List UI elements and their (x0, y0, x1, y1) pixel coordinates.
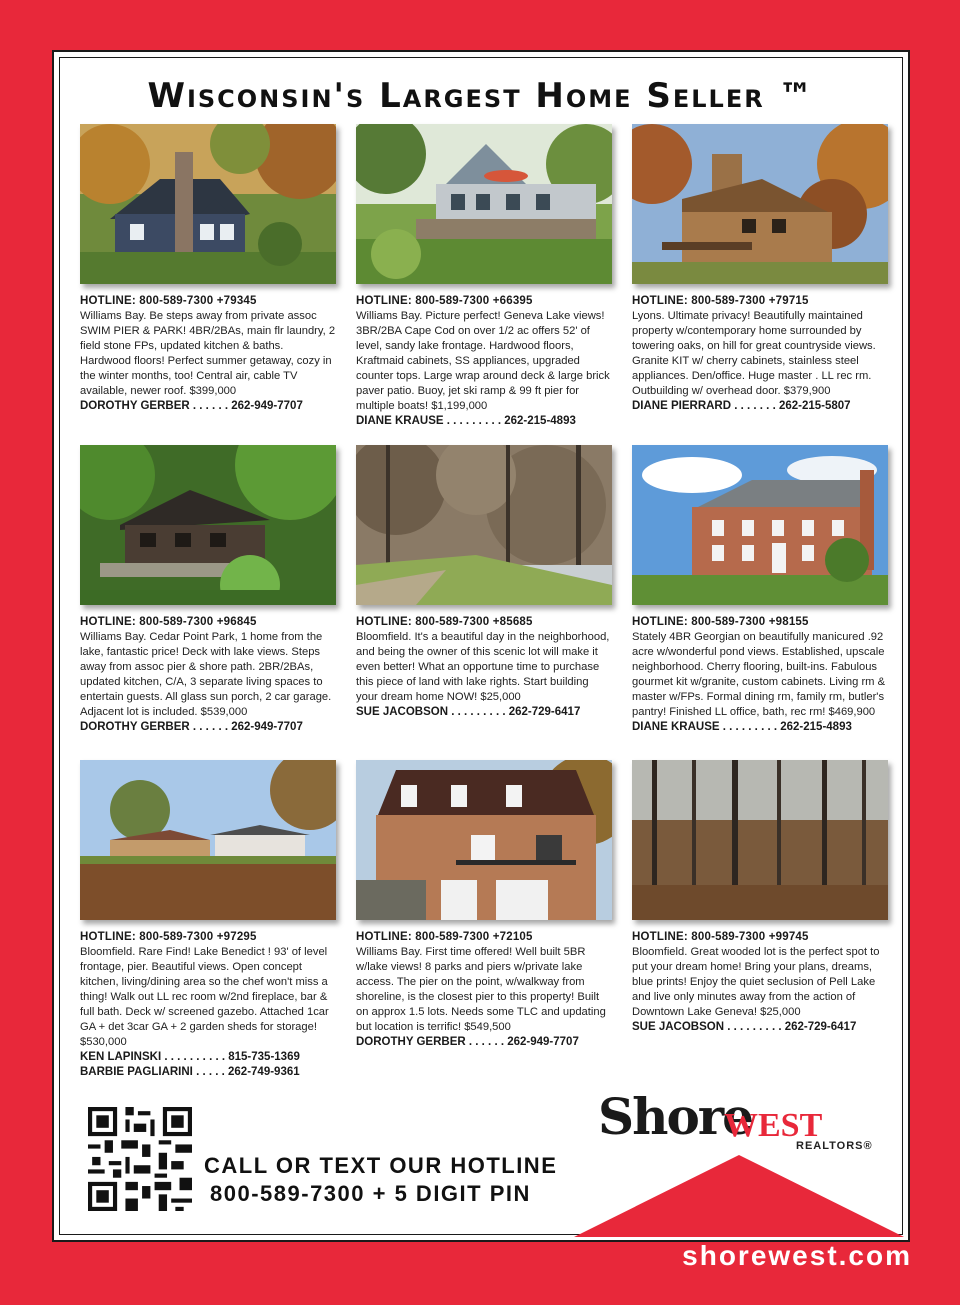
website-link[interactable]: shorewest.com (682, 1240, 912, 1271)
listing-description: Williams Bay. Be steps away from private assoc SWIM PIER & PARK! 4BR/2BAs, main flr laundry, 2 field stone FPs, updated kitchen & baths. Hardwood floors! Perfect summer getaway, cozy in the winter months, too! Central air, cable TV available, newer roof. $399,000 (80, 310, 336, 397)
house-photo-7 (80, 760, 336, 920)
house-photo-8 (356, 760, 612, 920)
listing-agent: DIANE KRAUSE . . . . . . . . . 262-215-4893 (632, 721, 852, 733)
listing-4[interactable] (80, 445, 336, 735)
listing-agent: DOROTHY GERBER . . . . . . 262-949-7707 (80, 400, 303, 412)
hotline-call-to-action (204, 1152, 557, 1208)
qr-code-icon[interactable] (88, 1107, 192, 1211)
listing-hotline: HOTLINE: 800-589-7300 +97295 (80, 931, 257, 943)
listing-2[interactable] (356, 124, 612, 429)
listing-agent: DOROTHY GERBER . . . . . . 262-949-7707 (356, 1036, 579, 1048)
listing-agent: SUE JACOBSON . . . . . . . . . 262-729-6417 (632, 1021, 857, 1033)
listing-hotline: HOTLINE: 800-589-7300 +98155 (632, 616, 809, 628)
listing-7[interactable] (80, 760, 336, 1080)
land-photo-9 (632, 760, 888, 920)
house-photo-2 (356, 124, 612, 284)
listing-description: Williams Bay. Cedar Point Park, 1 home from the lake, fantastic price! Deck with lake views. Steps away from assoc pier & shore path. 2BR/2BAs, updated kitchen, C/A, 3 separate living spaces to entertain guests. All glass sun porch, 2 car garage. Adjacent lot is included. $539,000 (80, 631, 332, 718)
listing-photo (632, 445, 888, 605)
listing-agent: BARBIE PAGLIARINI . . . . . 262-749-9361 (80, 1066, 300, 1078)
headline: Wisconsin's Largest Home Seller ™ (147, 76, 815, 116)
house-photo-3 (632, 124, 888, 284)
flyer-sheet (52, 50, 910, 1242)
listing-hotline: HOTLINE: 800-589-7300 +96845 (80, 616, 257, 628)
cta-line-2[interactable]: 800-589-7300 + 5 DIGIT PIN (210, 1181, 531, 1206)
listing-photo (632, 760, 888, 920)
shorewest-logo (574, 1087, 904, 1237)
listing-8[interactable] (356, 760, 612, 1050)
listing-photo (80, 124, 336, 284)
listing-photo (356, 124, 612, 284)
logo-shore-text: Shore (598, 1087, 752, 1146)
listing-1[interactable] (80, 124, 336, 414)
house-photo-1 (80, 124, 336, 284)
house-photo-4 (80, 445, 336, 605)
listing-hotline: HOTLINE: 800-589-7300 +79345 (80, 295, 257, 307)
listing-3[interactable] (632, 124, 888, 414)
listing-photo (356, 445, 612, 605)
logo-realtors-text: REALTORS® (796, 1140, 873, 1152)
listing-hotline: HOTLINE: 800-589-7300 +79715 (632, 295, 809, 307)
cta-line-1: CALL OR TEXT OUR HOTLINE (204, 1153, 558, 1178)
listing-6[interactable] (632, 445, 888, 735)
listing-agent: DIANE PIERRARD . . . . . . . 262-215-5807 (632, 400, 851, 412)
listing-description: Bloomfield. Great wooded lot is the perfect spot to put your dream home! Bring your plans, dreams, blue prints! Enjoy the quiet seclusion of Pell Lake and live only minutes away from the action of Downtown Lake Geneva! $25,000 (632, 946, 880, 1018)
listing-photo (80, 760, 336, 920)
listing-agent: KEN LAPINSKI . . . . . . . . . . 815-735-1369 (80, 1051, 300, 1063)
listing-photo (356, 760, 612, 920)
listing-9[interactable] (632, 760, 888, 1035)
house-photo-6 (632, 445, 888, 605)
listing-hotline: HOTLINE: 800-589-7300 +72105 (356, 931, 533, 943)
listing-5[interactable] (356, 445, 612, 720)
listing-agent: DIANE KRAUSE . . . . . . . . . 262-215-4893 (356, 415, 576, 427)
listing-description: Williams Bay. First time offered! Well built 5BR w/lake views! 8 parks and piers w/private lake access. The pier on the point, w/walkway from shoreline, is the closest pier to this property! Built on approx 1.5 lots. Needs some TLC and updating but location is terrific! $549,500 (356, 946, 606, 1033)
land-photo-5 (356, 445, 612, 605)
listing-description: Lyons. Ultimate privacy! Beautifully maintained property w/contemporary home surrounded by towering oaks, on hill for great countryside views. Granite KIT w/ cherry cabinets, stainless steel appliances. Den/office. Huge master . LL rec rm. Outbuilding w/ overhead door. $379,900 (632, 310, 876, 397)
listing-description: Williams Bay. Picture perfect! Geneva Lake views! 3BR/2BA Cape Cod on over 1/2 ac offers 52' of level, sandy lake frontage. Hardwood floors, Kraftmaid cabinets, SS appliances, upgraded counter tops. Large wrap around deck & large brick paver patio. Buoy, jet ski ramp & 99 ft pier for multiple boats! $1,199,000 (356, 310, 610, 412)
listing-hotline: HOTLINE: 800-589-7300 +85685 (356, 616, 533, 628)
listing-description: Stately 4BR Georgian on beautifully manicured .92 acre w/wonderful pond views. Established, upscale neighborhood. Cherry flooring, built-ins. Fabulous gourmet kit w/granite, custom cabinets. Living rm & master w/FPs. Formal dining rm, family rm, butler's pantry! Finished LL office, bath, rec rm! $469,900 (632, 631, 886, 718)
roof-icon (574, 1155, 904, 1237)
listing-agent: SUE JACOBSON . . . . . . . . . 262-729-6417 (356, 706, 581, 718)
listing-description: Bloomfield. It's a beautiful day in the neighborhood, and being the owner of this scenic lot will make it even better! What an opportune time to purchase this piece of land with lake rights. Start building your dream home NOW! $25,000 (356, 631, 610, 703)
listing-photo (80, 445, 336, 605)
logo-west-text: WEST (724, 1107, 823, 1144)
listing-description: Bloomfield. Rare Find! Lake Benedict ! 93' of level frontage, pier. Beautiful views. Open concept kitchen, living/dining area so the chef won't miss a thing! Walk out LL rec room w/2nd fireplace, bar & full bath. Deck w/ screened gazebo. Attached 1car GA + det 3car GA + 2 garden sheds for storage! $530,000 (80, 946, 329, 1048)
listing-agent: DOROTHY GERBER . . . . . . 262-949-7707 (80, 721, 303, 733)
listing-hotline: HOTLINE: 800-589-7300 +99745 (632, 931, 809, 943)
listing-photo (632, 124, 888, 284)
listing-hotline: HOTLINE: 800-589-7300 +66395 (356, 295, 533, 307)
